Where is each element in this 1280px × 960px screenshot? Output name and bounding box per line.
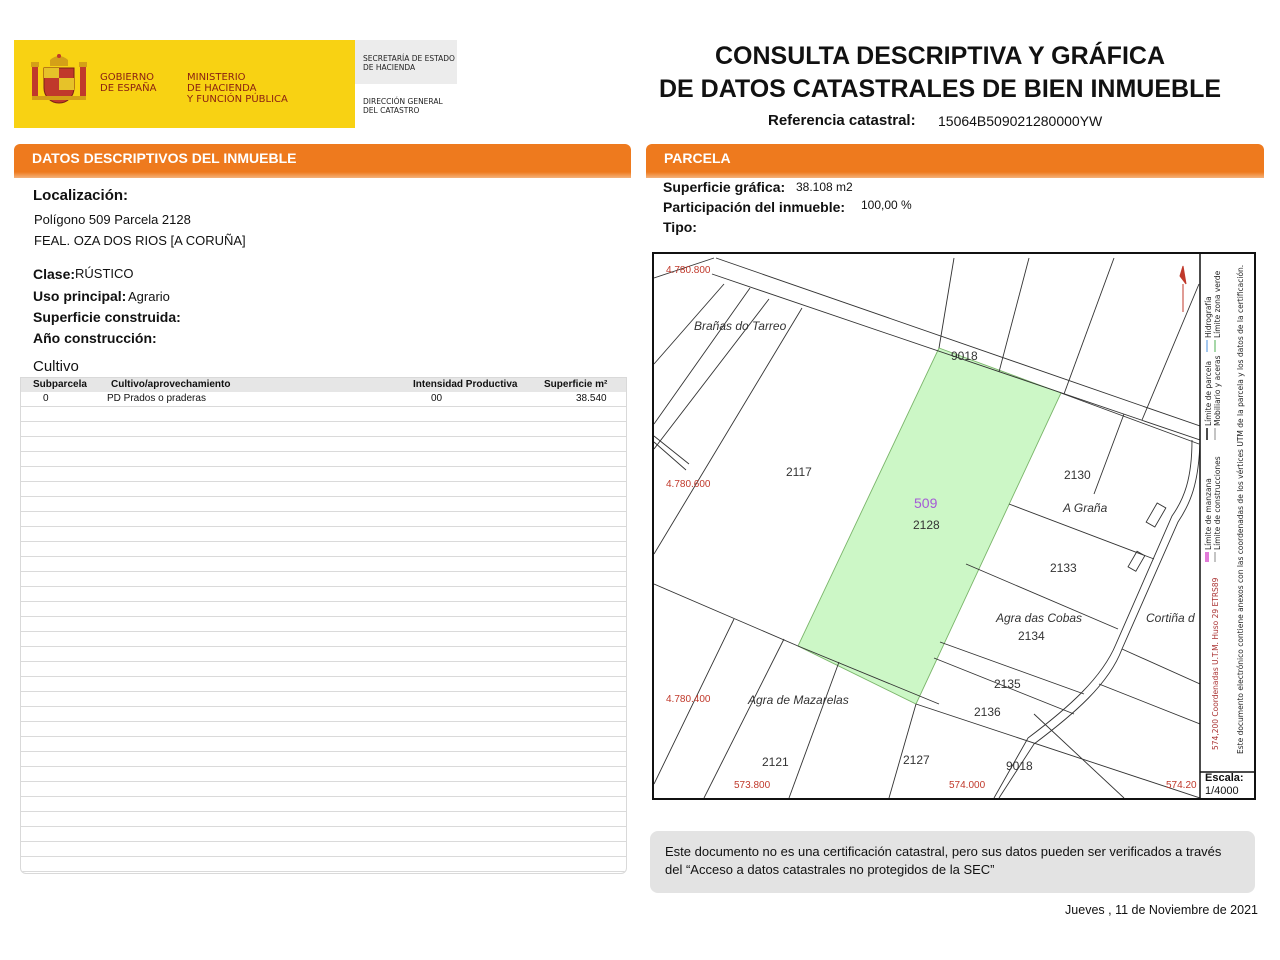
localizacion-label: Localización:	[33, 187, 129, 204]
empty-table-row	[21, 557, 626, 572]
ministry-line2: DE HACIENDA	[187, 83, 257, 94]
table-row	[21, 392, 626, 407]
title-line1: CONSULTA DESCRIPTIVA Y GRÁFICA	[714, 42, 1166, 70]
document-title	[640, 40, 1240, 106]
parcela-bar-shadow	[646, 172, 1264, 178]
section-title: DATOS DESCRIPTIVOS DEL	[32, 150, 224, 166]
empty-table-row	[21, 452, 626, 467]
ministry-name	[187, 72, 288, 105]
empty-table-row	[21, 707, 626, 722]
parcela-section	[646, 144, 1264, 178]
scale-label: Escala:	[1205, 772, 1244, 784]
legend-note: Este documento electrónico contiene anexos con las coordenadas de los vértices UTM de la parcela y los datos de la certificación.	[1236, 264, 1245, 754]
empty-table-row	[21, 737, 626, 752]
empty-table-row	[21, 617, 626, 632]
direccion-text	[363, 97, 443, 115]
secretaria-line2: DE HACIENDA	[363, 63, 416, 72]
empty-table-row	[21, 422, 626, 437]
section-bar-shadow	[14, 172, 631, 178]
empty-table-row	[21, 467, 626, 482]
cultivo-table	[20, 377, 627, 874]
sup-grafica-label: Superficie gráfica:	[663, 179, 786, 195]
parcel-2133: 2133	[1050, 561, 1077, 575]
parcel-2121: 2121	[762, 755, 789, 769]
empty-table-row	[21, 797, 626, 812]
cell-intensidad: 00	[431, 393, 443, 404]
empty-table-row	[21, 512, 626, 527]
uso-value: Agrario	[128, 289, 170, 304]
empty-table-row	[21, 752, 626, 767]
tipo-label: Tipo:	[663, 219, 697, 235]
secretaria-line1: SECRETARÍA DE ESTADO	[363, 54, 455, 63]
section-bar	[14, 144, 631, 172]
poligono-label: 509	[914, 495, 938, 511]
header-subparcela: Subparcela	[33, 379, 87, 390]
empty-table-row	[21, 857, 626, 872]
empty-table-row	[21, 677, 626, 692]
participacion-label: Participación del inmueble:	[663, 199, 846, 215]
anio-label: Año construcción:	[33, 330, 157, 346]
map-svg	[654, 254, 1254, 798]
descriptive-data-section	[14, 144, 631, 178]
empty-table-row	[21, 482, 626, 497]
legend-verde: Límite zona verde	[1213, 270, 1222, 338]
gov-line2: DE ESPAÑA	[100, 83, 157, 94]
parcel-2117: 2117	[786, 465, 812, 479]
legend-manzana: Límite de manzana	[1204, 478, 1213, 550]
ref-value: 15064B509021280000YW	[938, 113, 1103, 129]
coord-y1: 4.780.800	[666, 265, 711, 276]
empty-table-row	[21, 572, 626, 587]
place-mazarelas: Agra de Mazarelas	[748, 693, 849, 707]
north-arrow-icon	[1180, 266, 1186, 312]
empty-table-row	[21, 647, 626, 662]
place-grana: A Graña	[1063, 501, 1108, 515]
scale-value: 1/4000	[1205, 785, 1239, 797]
localizacion-line2: FEAL. OZA DOS RIOS [A CORUÑA]	[34, 233, 246, 248]
empty-table-row	[21, 722, 626, 737]
empty-table-row	[21, 827, 626, 842]
parcel-9018-top: 9018	[951, 349, 978, 363]
document-date: Jueves , 11 de Noviembre de 2021	[1065, 903, 1258, 917]
table-header	[21, 378, 626, 392]
localizacion-line1: Polígono 509 Parcela 2128	[34, 212, 191, 227]
participacion-value: 100,00 %	[861, 198, 912, 212]
ref-label: Referencia catastral:	[768, 112, 916, 129]
parcel-2135: 2135	[994, 677, 1021, 691]
empty-table-row	[21, 587, 626, 602]
parcel-2128: 2128	[913, 518, 940, 532]
gov-name	[100, 72, 156, 94]
empty-table-row	[21, 497, 626, 512]
header-intensidad: Intensidad Productiva	[413, 379, 518, 390]
empty-table-row	[21, 767, 626, 782]
legend-mobil: Mobiliario y aceras	[1213, 355, 1222, 426]
legend-constr: Límite de construcciones	[1213, 456, 1222, 550]
ministry-line3: Y FUNCIÓN PÚBLICA	[187, 94, 288, 105]
coord-x3: 574.20	[1166, 780, 1197, 791]
coord-x2: 574.000	[949, 780, 986, 791]
legend-manzana-swatch	[1205, 552, 1209, 562]
parcel-2130: 2130	[1064, 468, 1091, 482]
parcela-bar: PARCELA	[646, 144, 1264, 172]
empty-table-row	[21, 527, 626, 542]
empty-table-row	[21, 812, 626, 827]
parcel-2127: 2127	[903, 753, 930, 767]
parcel-2136: 2136	[974, 705, 1001, 719]
coord-x1: 573.800	[734, 780, 771, 791]
cell-cultivo: PD Prados o praderas	[107, 393, 206, 404]
gov-line1: GOBIERNO	[100, 72, 155, 83]
legend-coords: 574,200 Coordenadas U.T.M. Huso 29 ETRS89	[1211, 577, 1220, 750]
cell-subparcela: 0	[43, 393, 49, 404]
place-agra-cobas: Agra das Cobas	[996, 611, 1083, 625]
empty-table-row	[21, 692, 626, 707]
secretaria-text	[363, 54, 455, 72]
header-superficie: Superficie m²	[544, 379, 608, 390]
cultivo-label: Cultivo	[33, 358, 79, 375]
empty-table-row	[21, 662, 626, 677]
section-title-bold: INMUEBLE	[223, 150, 297, 166]
legend-hidro: Hidrografía	[1204, 296, 1213, 338]
legend-parcela: Límite de parcela	[1204, 360, 1213, 426]
uso-label: Uso principal:	[33, 288, 127, 304]
clase-label: Clase:	[33, 266, 76, 282]
place-cortina: Cortiña d	[1146, 611, 1195, 625]
place-branas: Brañas do Tarreo	[694, 319, 787, 333]
empty-table-row	[21, 407, 626, 422]
empty-table-row	[21, 842, 626, 857]
empty-table-row	[21, 437, 626, 452]
coord-y3: 4.780.400	[666, 694, 711, 705]
title-line2: DE DATOS CATASTRALES DE BIEN INMUEBLE	[658, 75, 1222, 103]
empty-table-row	[21, 782, 626, 797]
empty-rows	[21, 407, 626, 872]
empty-table-row	[21, 632, 626, 647]
parcel-9018-bottom: 9018	[1006, 759, 1033, 773]
sup-grafica-value: 38.108 m2	[796, 180, 853, 194]
ministry-line1: MINISTERIO	[187, 72, 246, 83]
empty-table-row	[21, 602, 626, 617]
parcel-2134: 2134	[1018, 629, 1045, 643]
cell-superficie: 38.540	[576, 393, 607, 404]
cadastral-map	[652, 252, 1256, 800]
coat-of-arms-icon	[28, 52, 90, 114]
header-cultivo: Cultivo/aprovechamiento	[111, 379, 231, 390]
superficie-label: Superficie construida:	[33, 309, 181, 325]
direccion-line2: DEL CATASTRO	[363, 106, 420, 115]
clase-value: RÚSTICO	[75, 266, 134, 281]
map-legend	[1203, 260, 1253, 770]
disclaimer-note: Este documento no es una certificación catastral, pero sus datos pueden ser verificados a través del “Acceso a datos catastrales no protegidos de la SEC”	[650, 831, 1255, 893]
empty-table-row	[21, 542, 626, 557]
direccion-line1: DIRECCIÓN GENERAL	[363, 97, 443, 106]
coord-y2: 4.780.600	[666, 479, 711, 490]
